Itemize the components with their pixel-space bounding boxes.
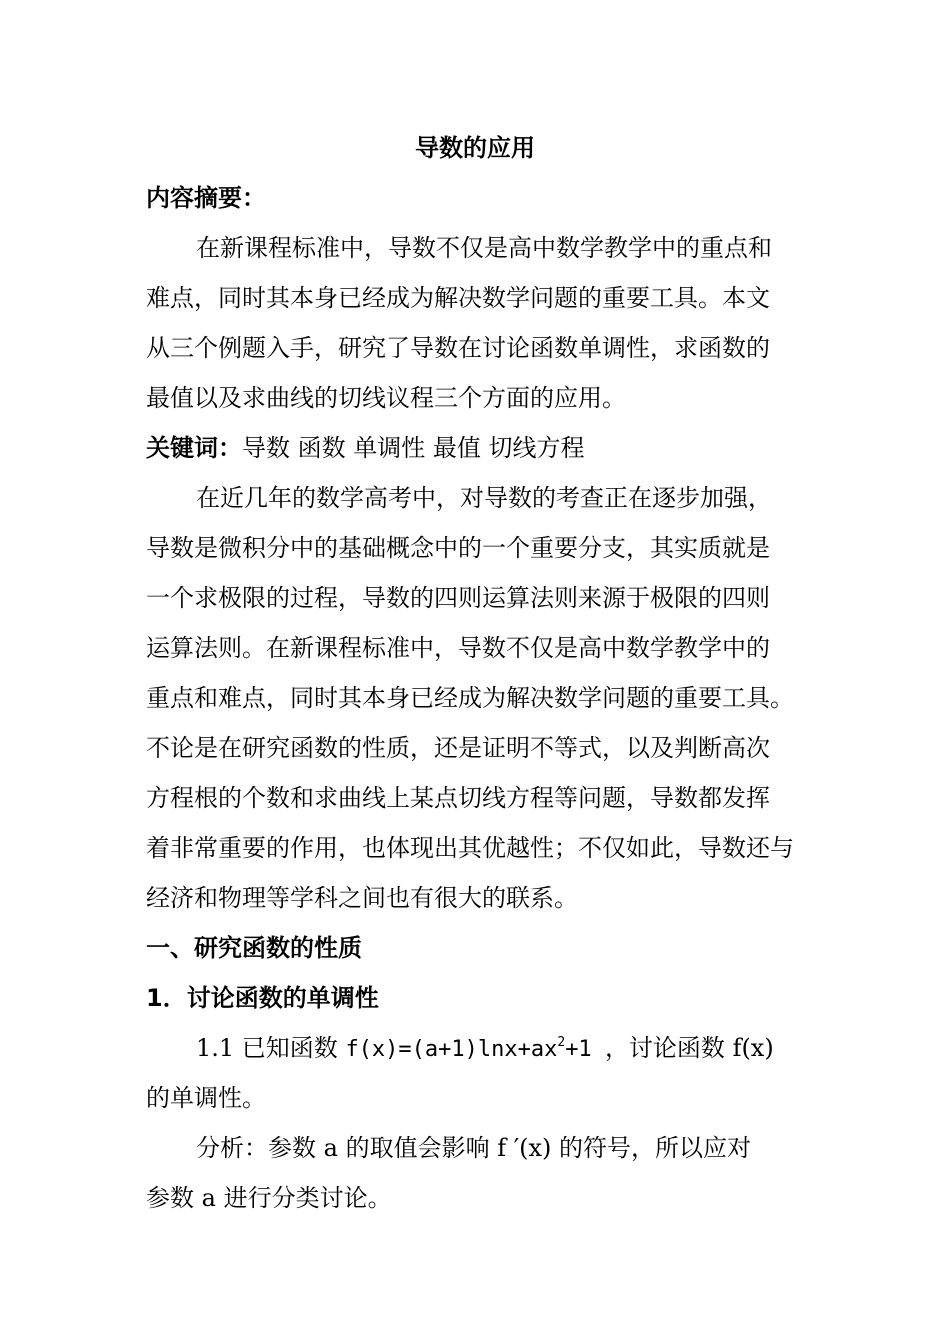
keywords-text: 导数 函数 单调性 最值 切线方程 (242, 434, 585, 462)
problem-formula (345, 1037, 605, 1062)
page-title: 导数的应用 (415, 134, 535, 162)
abstract-line: 最值以及求曲线的切线议程三个方面的应用。 (146, 384, 626, 412)
abstract-heading: 内容摘要： (146, 184, 266, 212)
abstract-line: 从三个例题入手，研究了导数在讨论函数单调性，求函数的 (146, 334, 770, 362)
subsection-heading: 1．讨论函数的单调性 (146, 984, 379, 1012)
problem-line: 的单调性。 (146, 1084, 266, 1112)
abstract-line: 难点，同时其本身已经成为解决数学问题的重要工具。本文 (146, 284, 770, 312)
problem-statement (196, 1028, 774, 1070)
keywords-label: 关键词： (146, 434, 242, 462)
body-line: 重点和难点，同时其本身已经成为解决数学问题的重要工具。 (146, 684, 794, 712)
formula-part: f(x)=(a+1)lnx+ax (345, 1037, 558, 1062)
body-line: 经济和物理等学科之间也有很大的联系。 (146, 884, 578, 912)
formula-part: +1 (565, 1037, 605, 1062)
problem-prefix: 1.1 已知函数 (196, 1034, 346, 1062)
abstract-line: 在新课程标准中，导数不仅是高中数学教学中的重点和 (196, 234, 772, 262)
section-heading: 一、研究函数的性质 (146, 934, 362, 962)
problem-suffix: ，讨论函数 f(x) (604, 1034, 774, 1062)
body-line: 着非常重要的作用，也体现出其优越性；不仅如此，导数还与 (146, 834, 794, 862)
analysis-line: 参数 a 进行分类讨论。 (146, 1184, 392, 1212)
formula-exponent: 2 (557, 1035, 566, 1050)
body-line: 一个求极限的过程，导数的四则运算法则来源于极限的四则 (146, 584, 770, 612)
body-line: 在近几年的数学高考中，对导数的考查正在逐步加强， (196, 484, 772, 512)
body-line: 导数是微积分中的基础概念中的一个重要分支，其实质就是 (146, 534, 770, 562)
body-line: 方程根的个数和求曲线上某点切线方程等问题，导数都发挥 (146, 784, 770, 812)
analysis-line: 分析：参数 a 的取值会影响 f ′(x) 的符号，所以应对 (196, 1134, 752, 1162)
body-line: 运算法则。在新课程标准中，导数不仅是高中数学教学中的 (146, 634, 770, 662)
keywords-line (146, 428, 585, 468)
body-line: 不论是在研究函数的性质，还是证明不等式，以及判断高次 (146, 734, 770, 762)
